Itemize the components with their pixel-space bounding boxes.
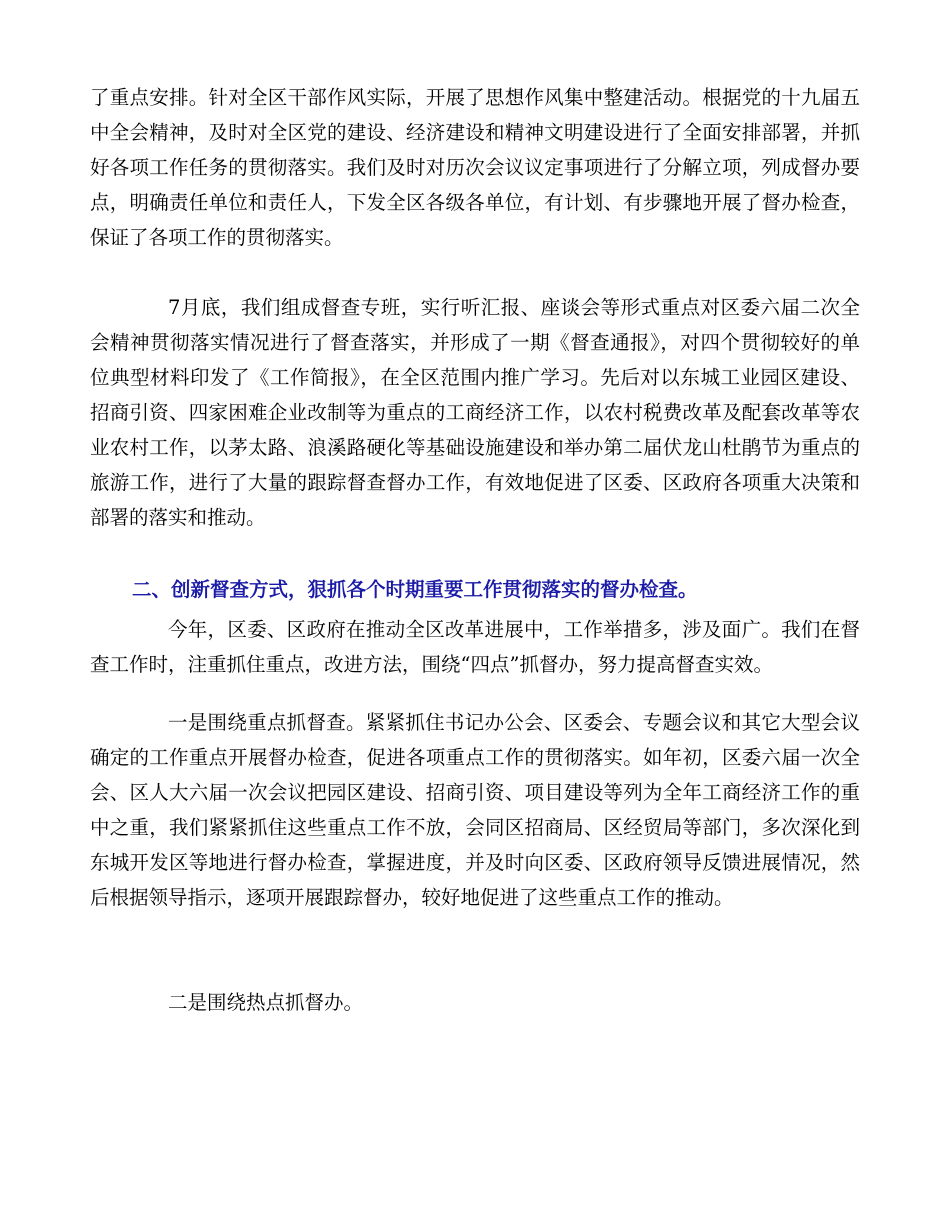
body-paragraph-1: 了重点安排。针对全区干部作风实际，开展了思想作风集中整建活动。根据党的十九届五中全会精神，及时对全区党的建设、经济建设和精神文明建设进行了全面安排部署，并抓好各项工作任务的贯彻落实。我们及时对历次会议议定事项进行了分解立项，列成督办要点，明确责任单位和责任人，下发全区各级各单位，有计划、有步骤地开展了督办检查，保证了各项工作的贯彻落实。 bbox=[90, 86, 860, 249]
section-heading: 二、创新督查方式，狠抓各个时期重要工作贯彻落实的督办检查。 bbox=[132, 578, 698, 601]
body-paragraph-5: 二是围绕热点抓督办。 bbox=[168, 991, 364, 1014]
body-paragraph-4: 一是围绕重点抓督查。紧紧抓住书记办公会、区委会、专题会议和其它大型会议确定的工作重点开展督办检查，促进各项重点工作的贯彻落实。如年初，区委六届一次全会、区人大六届一次会议把园区建设、招商引资、项目建设等列为全年工商经济工作的重中之重，我们紧紧抓住这些重点工作不放，会同区招商局、区经贸局等部门，多次深化到东城开发区等地进行督办检查，掌握进度，并及时向区委、区政府领导反馈进展情况，然后根据领导指示，逐项开展跟踪督办，较好地促进了这些重点工作的推动。 bbox=[90, 711, 860, 909]
body-paragraph-3: 今年，区委、区政府在推动全区改革进展中，工作举措多，涉及面广。我们在督查工作时，注重抓住重点，改进方法，围绕“四点”抓督办，努力提高督查实效。 bbox=[90, 618, 860, 676]
body-paragraph-2: 7月底，我们组成督查专班，实行听汇报、座谈会等形式重点对区委六届二次全会精神贯彻落实情况进行了督查落实，并形成了一期《督查通报》，对四个贯彻较好的单位典型材料印发了《工作简报》，在全区范围内推广学习。先后对以东城工业园区建设、招商引资、四家困难企业改制等为重点的工商经济工作，以农村税费改革及配套改革等农业农村工作，以茅太路、浪溪路硬化等基础设施建设和举办第二届伏龙山杜鹃节为重点的旅游工作，进行了大量的跟踪督查督办工作，有效地促进了区委、区政府各项重大决策和部署的落实和推动。 bbox=[90, 296, 860, 529]
